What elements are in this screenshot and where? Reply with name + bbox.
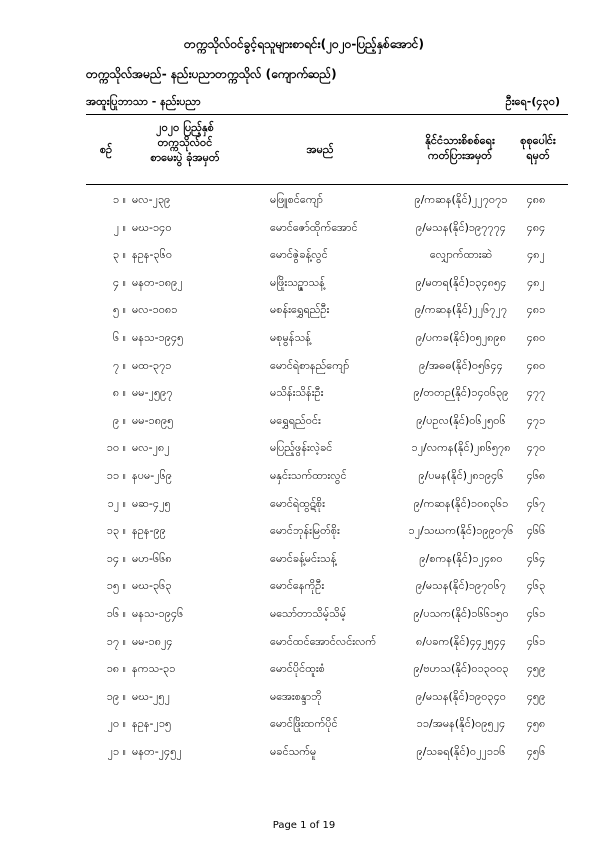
- roll-number: မဃ-၃၆၃: [132, 579, 172, 593]
- student-name: မောင်ပိုင်ထူးစံ: [270, 662, 325, 676]
- total-score: ၄၅၉: [526, 689, 546, 703]
- student-name: မရွှေရည်ဝင်း: [270, 413, 321, 427]
- table-row: [0, 738, 608, 766]
- table-row: [0, 600, 608, 628]
- row-number: ၁ ။: [112, 193, 126, 206]
- total-score: ၄၈၀: [526, 358, 546, 372]
- header-roll-line-2: တက္ကသိုလ်ဝင်: [157, 136, 213, 149]
- student-name: မခင်သက်မူ: [270, 744, 317, 758]
- total-score: ၄၆၁: [526, 634, 546, 648]
- roll-number: မဟ-၆၆၈: [132, 551, 172, 565]
- table-row: [0, 572, 608, 600]
- nrc-number: ၁၂/လကန(နိုင်)၂၈၆၅၇၈: [411, 441, 511, 455]
- nrc-number: ၉/သခရ(နိုင်)၀၂၂၁၁၆: [416, 744, 506, 758]
- nrc-number: ၉/မသန(နိုင်)၁၉၇၇၇၄: [416, 220, 506, 234]
- row-number: ၁၄ ။: [106, 551, 126, 565]
- nrc-number: ၉/ပကခ(နိုင်)၀၅၂၈၉၈: [415, 330, 507, 344]
- row-number: ၁၆ ။: [106, 606, 126, 620]
- min-score-label: ဦးရေ-(၄၃၀): [505, 95, 560, 108]
- student-name: မသိန်းသိန်းဦး: [270, 386, 324, 400]
- student-name: မောင်ခန့်မင်းသန့်: [270, 551, 337, 565]
- table-row: [0, 186, 608, 214]
- nrc-number: ၁၁/အမန(နိုင်)၀၉၅၂၄: [416, 717, 506, 731]
- nrc-number: ၉/ပဥလ(နိုင်)၀၆၂၅၀၆: [416, 413, 506, 427]
- total-score: ၄၇၁: [526, 413, 546, 427]
- nrc-number: ၉/ကဆန(နိုင်)၂၂၆၇၂၇: [414, 303, 508, 317]
- table-top-rule: [86, 114, 568, 115]
- table-row: [0, 683, 608, 711]
- header-roll-line-3: စာမေးပွဲ ခုံအမှတ်: [150, 151, 220, 164]
- total-score: ၄၈၄: [526, 220, 546, 234]
- page-number: Page 1 of 19: [272, 820, 336, 831]
- table-row: [0, 434, 608, 462]
- nrc-number: ၉/မသန(နိုင်)၁၉၇၀၆၇: [416, 579, 506, 593]
- student-name: မောင်ဇော်ထိုက်အောင်: [270, 220, 358, 234]
- student-name: မောင်ရဲထွဋ်စိုး: [270, 496, 325, 510]
- nrc-number: ၉/ကဆန(နိုင်)၁၀၈၃၆၁: [413, 496, 509, 510]
- table-row: [0, 241, 608, 269]
- total-score: ၄၇၇: [526, 386, 546, 400]
- header-roll: [120, 120, 250, 165]
- roll-number: မနသ-၁၉၄၅: [132, 330, 184, 344]
- nrc-number: ၉/ကဆန(နိုင်)၂၂၇၀၇၁: [414, 193, 508, 206]
- table-row: [0, 296, 608, 324]
- nrc-number: ၉/ပမန(နိုင်)၂၈၁၉၄၆: [418, 468, 504, 482]
- row-number: ၂ ။: [113, 220, 126, 234]
- total-score: ၄၆၆: [526, 524, 546, 538]
- header-score: [508, 133, 568, 163]
- row-number: ၄ ။: [112, 275, 126, 289]
- total-score: ၄၆၃: [526, 579, 546, 593]
- roll-number: မမ-၁၈၂၄: [132, 634, 173, 648]
- row-number: ၉ ။: [112, 413, 126, 427]
- total-score: ၄၆၈: [526, 468, 546, 482]
- table-row: [0, 214, 608, 242]
- student-name: မောင်ထင်အောင်လင်းလက်: [270, 634, 377, 648]
- document-title: တက္ကသိုလ်ဝင်ခွင့်ရသူများစာရင်း(၂၀၂၀-ပြည့်နှစ်အောင်): [184, 37, 424, 51]
- header-score-line-2: ရမှတ်: [526, 149, 550, 162]
- roll-number: မလ-၂၃၉: [132, 193, 171, 206]
- student-name: မအေးစန္ဒာဘို: [270, 689, 322, 703]
- row-number: ၁၁ ။: [106, 468, 126, 482]
- student-name: မဖြူစင်ကျော်: [270, 193, 323, 206]
- row-number: ၁၀ ။: [106, 441, 126, 455]
- total-score: ၄၈၂: [527, 248, 545, 262]
- table-row: [0, 407, 608, 435]
- nrc-number: ၉/မသန(နိုင်)၁၉၀၃၄၀: [416, 689, 506, 703]
- student-name: မသော်တာသိမ့်သိမ့်: [270, 606, 347, 620]
- roll-number: နဥန-၃၆၀: [132, 248, 173, 262]
- row-number: ၂၀ ။: [107, 717, 126, 731]
- nrc-number: လျှောက်ထားဆဲ: [429, 248, 493, 262]
- nrc-number: ၁၂/သဃက(နိုင်)၁၉၉၀၇၆: [408, 524, 514, 538]
- total-score: ၄၆၄: [526, 551, 546, 565]
- row-number: ၁၃ ။: [106, 524, 126, 538]
- roll-number: မမ-၁၈၉၅: [132, 413, 174, 427]
- roll-number: မနတ-၂၄၅၂: [132, 744, 182, 758]
- nrc-number: ၉/စကန(နိုင်)၁၂၄၈၀: [419, 551, 503, 565]
- student-name: မဖြိုးသဉ္ဇာသန့်: [270, 275, 325, 289]
- total-score: ၄၆၇: [526, 496, 546, 510]
- nrc-number: ၉/မတရ(နိုင်)၁၃၄၈၅၄: [415, 275, 507, 289]
- table-row: [0, 269, 608, 297]
- student-name: မနှင်းသက်ထားလွင်: [270, 468, 347, 482]
- roll-number: မဃ-၂၅၂: [132, 689, 170, 703]
- student-name: မောင်နေကိုဦး: [270, 579, 325, 593]
- table-row: [0, 352, 608, 380]
- row-number: ၁၂ ။: [107, 496, 126, 510]
- roll-number: နပမ-၂၆၉: [132, 468, 172, 482]
- roll-number: မနသ-၁၉၄၆: [132, 606, 184, 620]
- total-score: ၄၈၀: [526, 330, 546, 344]
- row-number: ၂၁ ။: [107, 744, 126, 758]
- table-row: [0, 379, 608, 407]
- header-score-line-1: စုစုပေါင်း: [520, 134, 556, 147]
- nrc-number: ၉/အဓဓ(နိုင်)၀၅၆၄၄: [419, 358, 503, 372]
- roll-number: မဃ-၁၄၀: [132, 220, 172, 234]
- row-number: ၇ ။: [112, 358, 126, 372]
- total-score: ၄၈၁: [526, 303, 546, 317]
- table-header-bottom-rule: [86, 184, 568, 185]
- table-row: [0, 628, 608, 656]
- total-score: ၄၇၀: [526, 441, 546, 455]
- table-row: [0, 710, 608, 738]
- table-row: [0, 462, 608, 490]
- row-number: ၆ ။: [112, 330, 126, 344]
- nrc-number: ၉/တတဉ(နိုင်)၁၄၀၆၃၉: [413, 386, 509, 400]
- roll-number: နကသ-၃၁: [132, 662, 176, 676]
- table-body: [0, 186, 608, 765]
- row-number: ၃ ။: [112, 248, 126, 262]
- roll-number: မလ-၂၈၂: [132, 441, 170, 455]
- document-subtitle: တက္ကသိုလ်အမည်- နည်းပညာတက္ကသိုလ် (ကျောက်ဆည်): [86, 67, 337, 81]
- total-score: ၄၅၈: [526, 717, 546, 731]
- header-nrc-line-2: ကတ်ပြားအမှတ်: [427, 149, 492, 162]
- row-number: ၁၇ ။: [106, 634, 126, 648]
- subject-label: အထူးပြုဘာသာ - နည်းပညာ: [86, 95, 201, 108]
- roll-number: မနတ-၁၈၉၂: [132, 275, 183, 289]
- header-name: အမည်: [306, 143, 334, 156]
- header-roll-line-1: ၂၀၂၀ ပြည့်နှစ်: [156, 121, 214, 134]
- total-score: ၄၈၈: [526, 193, 546, 206]
- roll-number: နဥန-၉၉: [132, 524, 166, 538]
- total-score: ၄၅၉: [526, 662, 546, 676]
- total-score: ၄၈၂: [527, 275, 545, 289]
- table-row: [0, 655, 608, 683]
- student-name: မောင်ဘုန်းမြတ်စိုး: [270, 524, 340, 538]
- student-name: မောင်ရဲစာနည်ကျော်: [270, 358, 350, 372]
- row-number: ၅ ။: [112, 303, 126, 317]
- total-score: ၄၆၁: [526, 606, 546, 620]
- total-score: ၄၅၆: [526, 744, 546, 758]
- table-row: [0, 490, 608, 518]
- roll-number: မဆ-၄၂၅: [132, 496, 171, 510]
- roll-number: နဥန-၂၁၅: [132, 717, 172, 731]
- student-name: မောင်ဖြိုးထက်ပိုင်: [270, 717, 338, 731]
- row-number: ၈ ။: [112, 386, 126, 400]
- nrc-number: ၉/ဗဟသ(နိုင်)၀၁၃၀၀၃: [413, 662, 509, 676]
- nrc-number: ၈/ပခက(နိုင်)၄၄၂၅၄၄: [416, 634, 506, 648]
- header-no: စဉ်: [99, 143, 113, 156]
- roll-number: မထ-၃၇၁: [132, 358, 172, 372]
- row-number: ၁၉ ။: [106, 689, 126, 703]
- student-name: မောင်ဇွဲခန့်လွင်: [270, 248, 328, 262]
- roll-number: မမ-၂၅၉၇: [132, 386, 173, 400]
- roll-number: မလ-၁၀၈၁: [132, 303, 178, 317]
- table-row: [0, 517, 608, 545]
- row-number: ၁၅ ။: [106, 579, 126, 593]
- header-nrc-line-1: နိုင်ငံသားစိစစ်ရေး: [425, 134, 495, 147]
- student-name: မစုမွန်သန့်: [270, 330, 311, 344]
- table-row: [0, 545, 608, 573]
- nrc-number: ၉/ပသက(နိုင်)၁၆၆၁၅၀: [413, 606, 509, 620]
- student-name: မပြည့်ဖွန်းလဲ့ခင်: [270, 441, 333, 455]
- student-name: မစန်းရွှေရည်ဦး: [270, 303, 330, 317]
- table-row: [0, 324, 608, 352]
- row-number: ၁၈ ။: [106, 662, 126, 676]
